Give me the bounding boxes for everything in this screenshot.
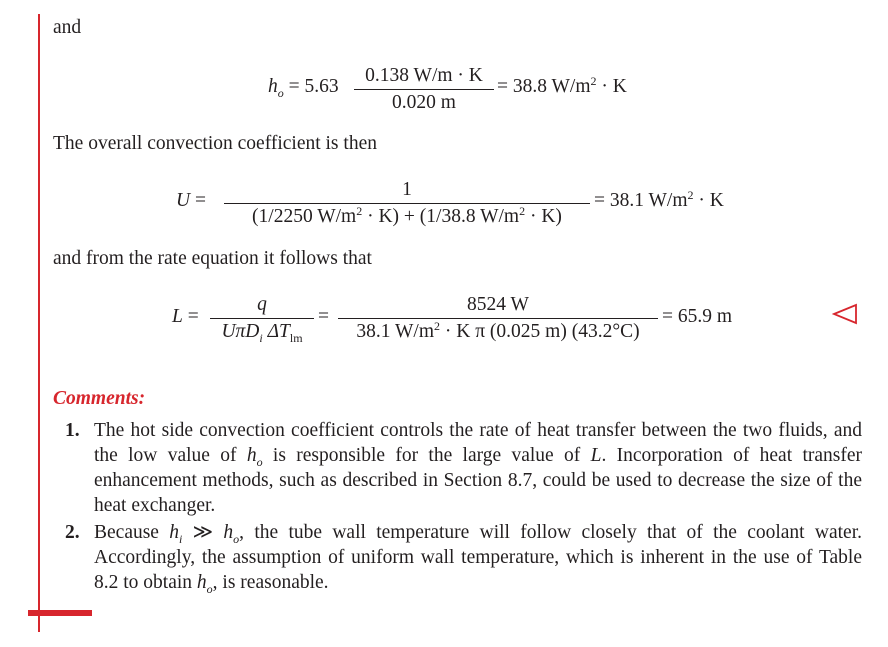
- text-rate-equation: and from the rate equation it follows that: [53, 248, 372, 269]
- equation-L-fraction-symbolic: [210, 294, 314, 345]
- comments-heading: Comments:: [53, 388, 146, 409]
- equation-L-numerator-symbolic: q: [210, 295, 314, 319]
- equation-L-denominator-numeric: 38.1 $W/m^2 \cdot K$ π (0.025 m) (43.2°C): [356, 318, 640, 342]
- equation-L-denominator-symbolic: UπD$_i$ $\Delta T_{lm}$: [221, 320, 303, 345]
- triangle-marker-icon: [832, 303, 858, 325]
- equation-ho-result: = 38.8 $W/m^2 \cdot K$: [497, 74, 627, 97]
- comment-item-2: 2. Because $h_i$ ≫ $h_o$, the tube wall temperature will follow closely that of the coolant water. Accordingly, the assumption of uniform wall temperature, which is inherent in the use of Table 8.2 to obtain $h_o$, is reasonable.: [65, 522, 863, 596]
- comments-list: [62, 418, 862, 597]
- equation-L-numerator-numeric: 8524 W: [338, 295, 658, 319]
- equation-U-lhs: U =: [176, 190, 206, 211]
- equation-ho-lhs: $h_o = 5.63$: [268, 76, 339, 100]
- margin-rule-horizontal: [28, 610, 92, 616]
- equation-L-result: = 65.9 m: [662, 306, 733, 327]
- comment-number: 2.: [65, 522, 80, 543]
- margin-rule-vertical: [38, 14, 40, 632]
- equation-U-denominator: (1/2250 $W/m^2 \cdot K) + (1/38.8$ $W/m^2 \cdot K$): [252, 203, 562, 227]
- equation-U-numerator: 1: [224, 180, 590, 204]
- comment-number: 1.: [65, 420, 80, 441]
- equation-U-result: = 38.1 $W/m^2 \cdot K$: [594, 188, 724, 211]
- equation-ho-numerator: 0.138 W/m · K: [354, 66, 494, 90]
- text-and: and: [53, 17, 82, 38]
- equation-L-lhs: L =: [172, 306, 199, 327]
- equation-L-fraction-numeric: [338, 295, 658, 341]
- equation-U-fraction: [224, 180, 590, 226]
- equation-L-equals: =: [318, 306, 329, 327]
- equation-ho-fraction: [354, 66, 494, 112]
- comment-item-1: 1. The hot side convection coefficient controls the rate of heat transfer between the two fluids, and the low value of $h_o$ is responsible for the large value of L. Incorporation of heat transfer enhancement methods, such as described in Section 8.7, could be used to decrease the size of the heat exchanger.: [65, 420, 862, 516]
- equation-ho-denominator: 0.020 m: [392, 91, 456, 113]
- text-overall-coefficient: The overall convection coefficient is then: [53, 133, 377, 154]
